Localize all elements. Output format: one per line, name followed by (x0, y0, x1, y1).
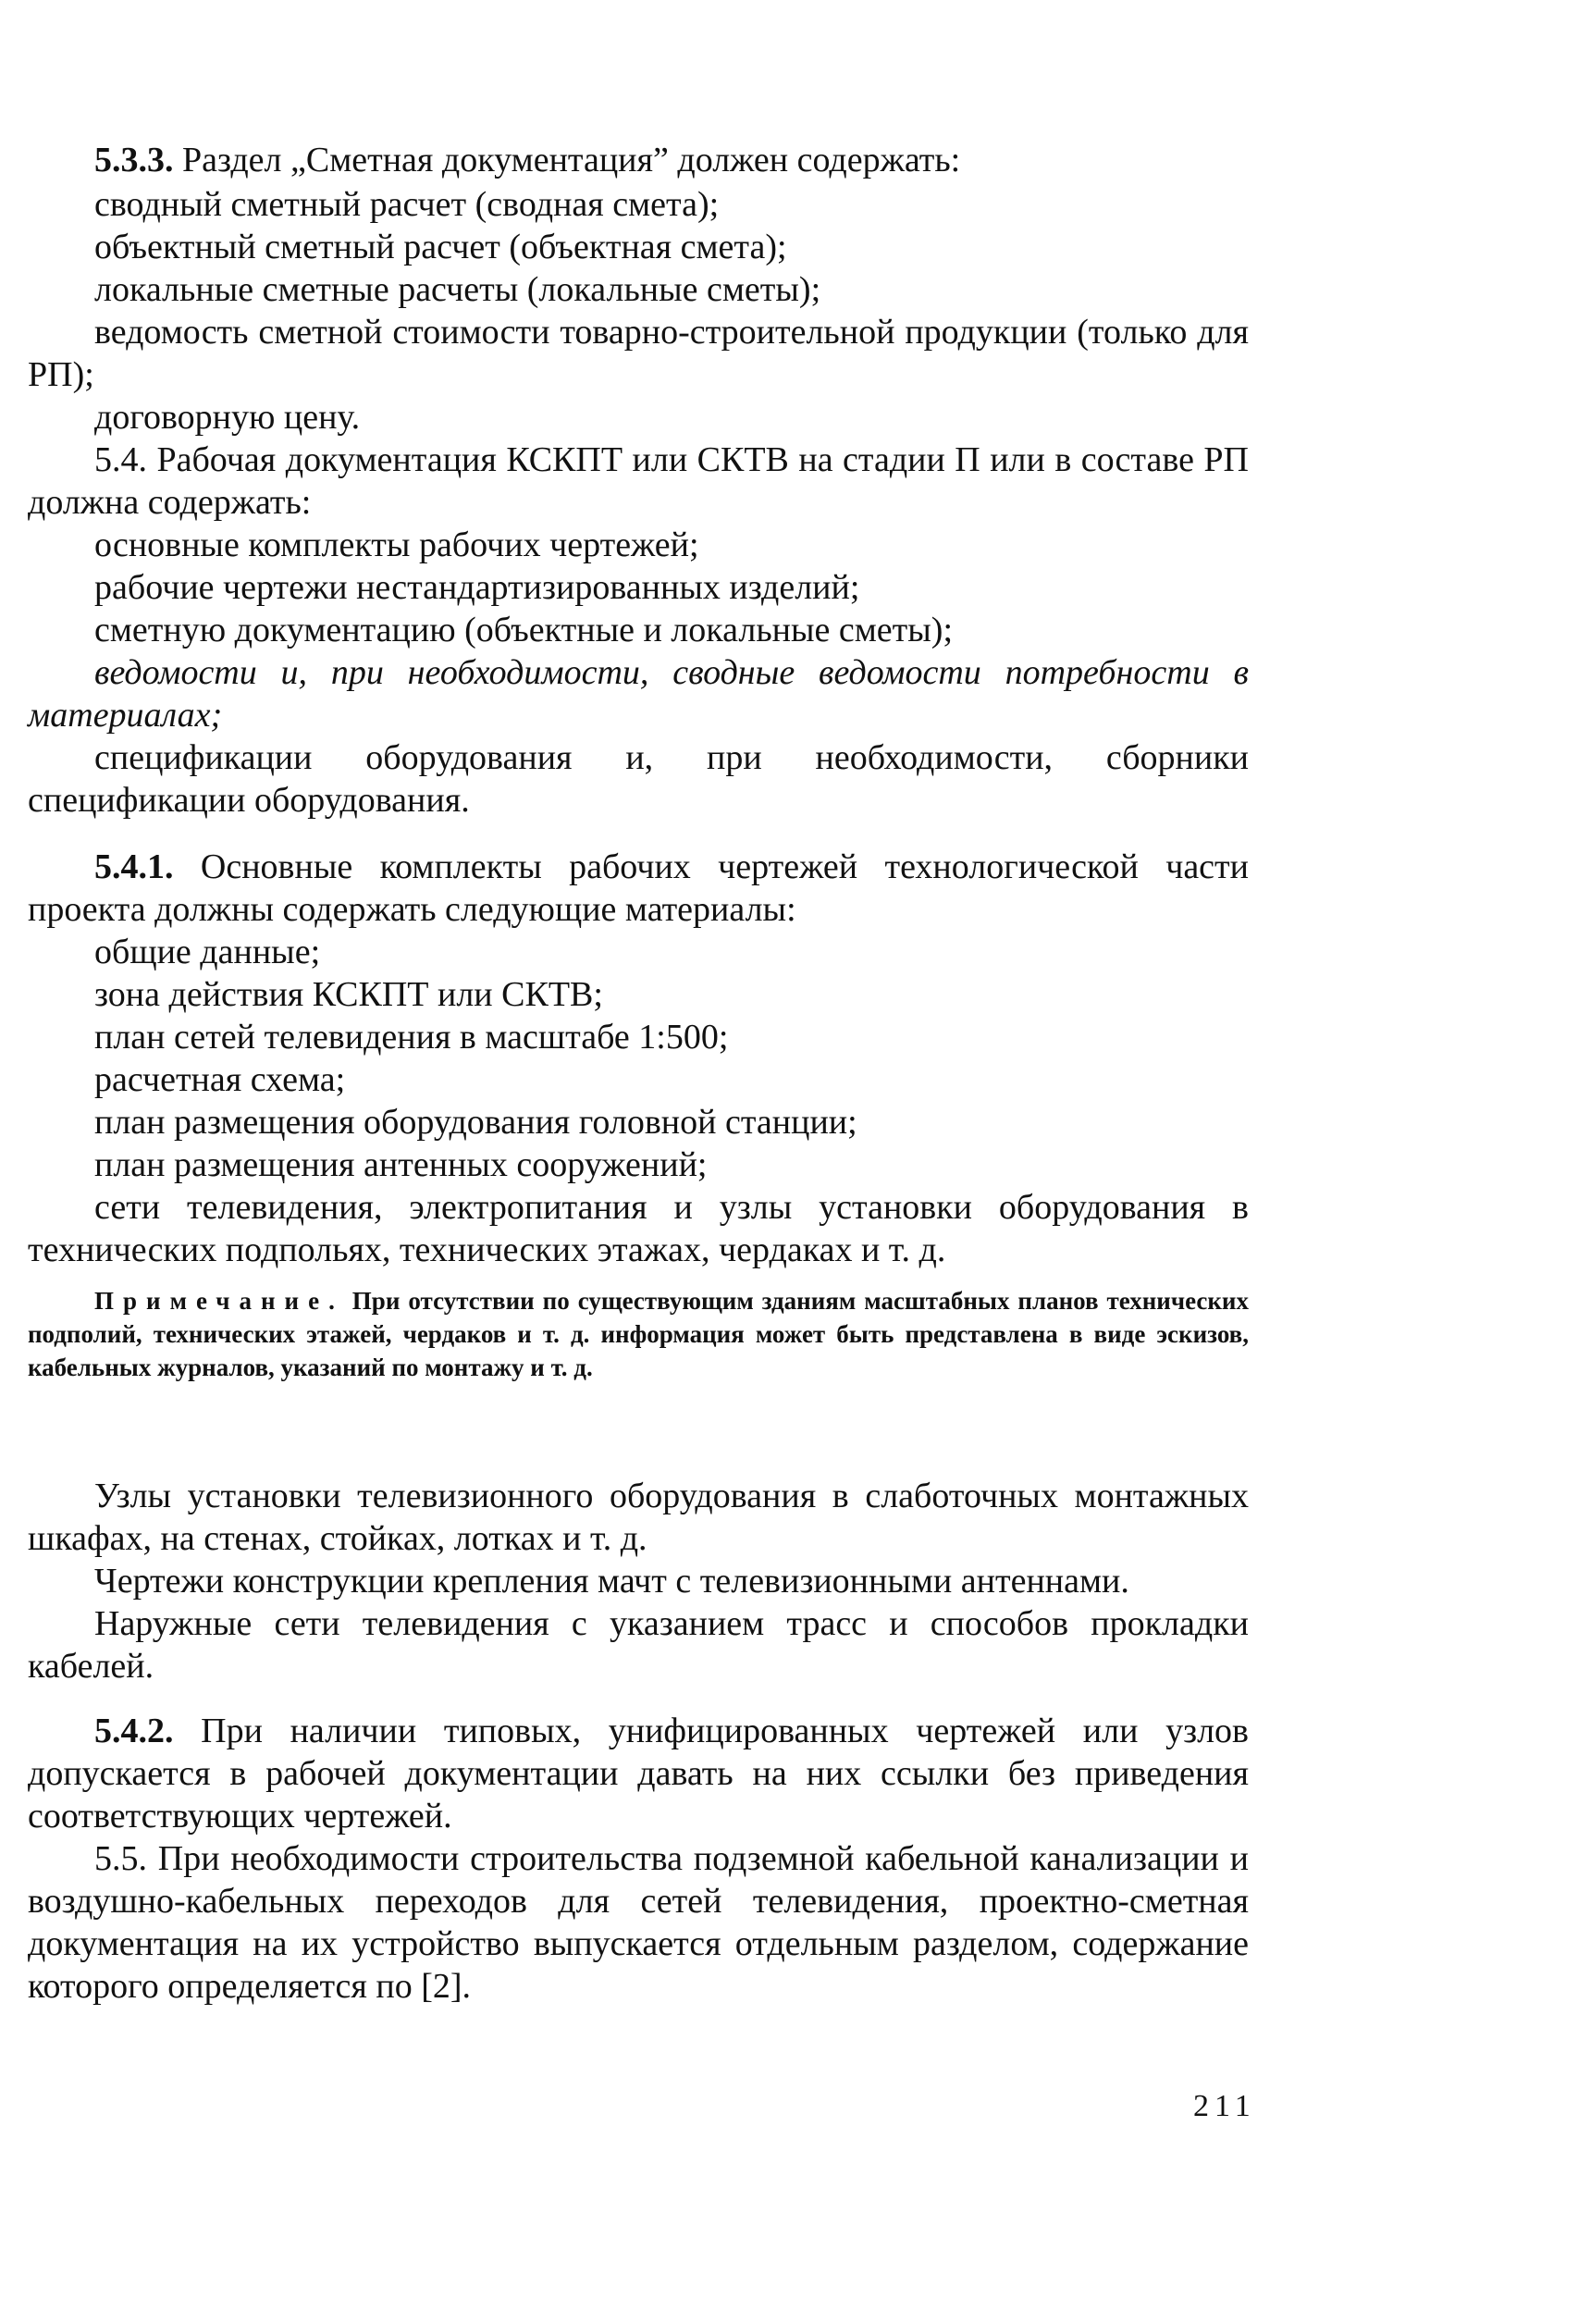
list-item: план сетей телевидения в масштабе 1:500; (94, 1018, 729, 1057)
page-number: 211 (1193, 2089, 1256, 2123)
paragraph: Наружные сети телевидения с указанием трасс и способов прокладки кабелей. (28, 1604, 1249, 1686)
section-number: 5.3.3. (94, 141, 174, 179)
paragraph: Узлы установки телевизионного оборудования в слаботочных монтажных шкафах, на стенах, стойках, лотках и т. д. (28, 1477, 1249, 1558)
list-item: план размещения оборудования головной станции; (94, 1103, 857, 1142)
section-text: При необходимости строительства подземной кабельной канализации и воздушно-кабельных переходов для сетей телевидения, проектно-сметная документация на их устройство выпускается отдельным разделом, содержание которого определяется по [2]. (28, 1839, 1249, 2006)
list-item: объектный сметный расчет (объектная смета); (94, 228, 787, 266)
list-item: ведомость сметной стоимости товарно-строительной продукции (только для РП); (28, 313, 1249, 394)
list-item: договорную цену. (94, 398, 361, 437)
section-5-5-heading (28, 1837, 1249, 2008)
list-item: локальные сметные расчеты (локальные сметы); (94, 270, 821, 309)
section-number: 5.5. (94, 1839, 147, 1878)
section-number: 5.4.2. (94, 1712, 174, 1750)
section-text: Раздел „Сметная документация” должен содержать: (173, 141, 961, 179)
section-text: Основные комплекты рабочих чертежей технологической части проекта должны содержать следующие материалы: (28, 847, 1249, 929)
section-text: Рабочая документация КСКПТ или СКТВ на стадии П или в составе РП должна содержать: (28, 440, 1249, 522)
list-item: ведомости и, при необходимости, сводные ведомости потребности в материалах; (28, 653, 1249, 735)
list-item: спецификации оборудования и, при необходимости, сборники спецификации оборудования. (28, 738, 1249, 820)
list-item: общие данные; (94, 933, 321, 971)
note-label: Примечание. (94, 1287, 344, 1315)
list-item: сметную документацию (объектные и локальные сметы); (94, 611, 954, 649)
note-block (28, 1284, 1249, 1384)
list-item: расчетная схема; (94, 1060, 346, 1099)
section-text: При наличии типовых, унифицированных чертежей или узлов допускается в рабочей документации давать на них ссылки без приведения соответствующих чертежей. (28, 1712, 1249, 1836)
section-5-4-1-heading (28, 846, 1249, 931)
list-item: сводный сметный расчет (сводная смета); (94, 185, 720, 224)
section-number: 5.4. (94, 440, 147, 479)
list-item: рабочие чертежи нестандартизированных изделий; (94, 568, 860, 607)
paragraph: Чертежи конструкции крепления мачт с телевизионными антеннами. (94, 1562, 1129, 1601)
section-5-4-heading (28, 439, 1249, 524)
section-5-3-3-heading (28, 139, 1249, 181)
section-5-4-2-heading (28, 1710, 1249, 1837)
note-text: При отсутствии по существующим зданиям масштабных планов технических подполий, технических этажей, чердаков и т. д. информация может быть представлена в виде эскизов, кабельных журналов, указаний по монтажу и т. д. (28, 1287, 1249, 1381)
list-item: зона действия КСКПТ или СКТВ; (94, 975, 603, 1014)
list-item: план размещения антенных сооружений; (94, 1145, 708, 1184)
list-item: основные комплекты рабочих чертежей; (94, 525, 699, 564)
list-item: сети телевидения, электропитания и узлы установки оборудования в технических подпольях, технических этажах, чердаках и т. д. (28, 1188, 1249, 1269)
section-number: 5.4.1. (94, 847, 174, 886)
